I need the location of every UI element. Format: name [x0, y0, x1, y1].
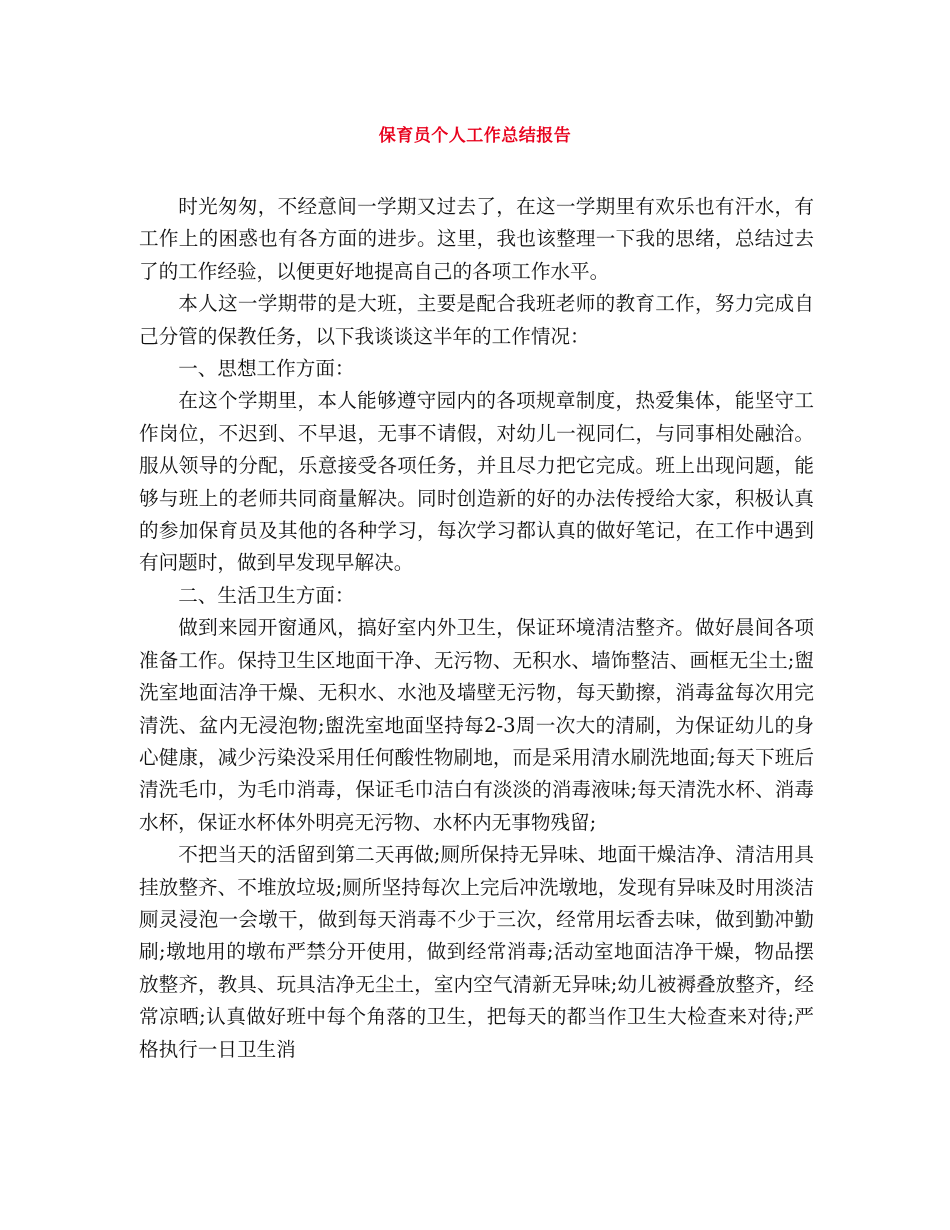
paragraph-hygiene-2: 不把当天的活留到第二天再做;厕所保持无异味、地面干燥洁净、清洁用具挂放整齐、不堆放垃圾;厕所坚持每次上完后冲洗墩地，发现有异味及时用淡洁厕灵浸泡一会墩干，做到每天消毒不少于三次，经常用坛香去味，做到勤冲勤刷;墩地用的墩布严禁分开使用，做到经常消毒;活动室地面洁净干燥，物品摆放整齐，教具、玩具洁净无尘土，室内空气清新无异味;幼儿被褥叠放整齐，经常凉晒;认真做好班中每个角落的卫生，把每天的都当作卫生大检查来对待;严格执行一日卫生消 [139, 843, 814, 1061]
section-heading-hygiene: 二、生活卫生方面： [178, 583, 355, 607]
paragraph-intro: 时光匆匆，不经意间一学期又过去了，在这一学期里有欢乐也有汗水，有工作上的困惑也有各方面的进步。这里，我也该整理一下我的思绪，总结过去了的工作经验，以便更好地提高自己的各项工作水平。 [139, 195, 814, 283]
paragraph-ideology: 在这个学期里，本人能够遵守园内的各项规章制度，热爱集体，能坚守工作岗位，不迟到、不早退，无事不请假，对幼儿一视同仁，与同事相处融洽。服从领导的分配，乐意接受各项任务，并且尽力把它完成。班上出现问题，能够与班上的老师共同商量解决。同时创造新的好的办法传授给大家，积极认真的参加保育员及其他的各种学习，每次学习都认真的做好笔记，在工作中遇到有问题时，做到早发现早解决。 [139, 389, 814, 575]
document-body [139, 191, 814, 1066]
paragraph-hygiene-1: 做到来园开窗通风，搞好室内外卫生，保证环境清洁整齐。做好晨间各项准备工作。保持卫生区地面干净、无污物、无积水、墙饰整洁、画框无尘土;盥洗室地面洁净干燥、无积水、水池及墙壁无污物，每天勤擦，消毒盆每次用完清洗、盆内无浸泡物;盥洗室地面坚持每2-3周一次大的清刷，为保证幼儿的身心健康，减少污染没采用任何酸性物刷地，而是采用清水刷洗地面;每天下班后清洗毛巾，为毛巾消毒，保证毛巾洁白有淡淡的消毒液味;每天清洗水杯、消毒水杯，保证水杯体外明亮无污物、水杯内无事物残留; [139, 616, 814, 834]
section-heading-ideology: 一、思想工作方面： [178, 357, 355, 381]
document-title: 保育员个人工作总结报告 [378, 126, 572, 146]
paragraph-overview: 本人这一学期带的是大班，主要是配合我班老师的教育工作，努力完成自己分管的保教任务，以下我谈谈这半年的工作情况： [139, 292, 814, 348]
